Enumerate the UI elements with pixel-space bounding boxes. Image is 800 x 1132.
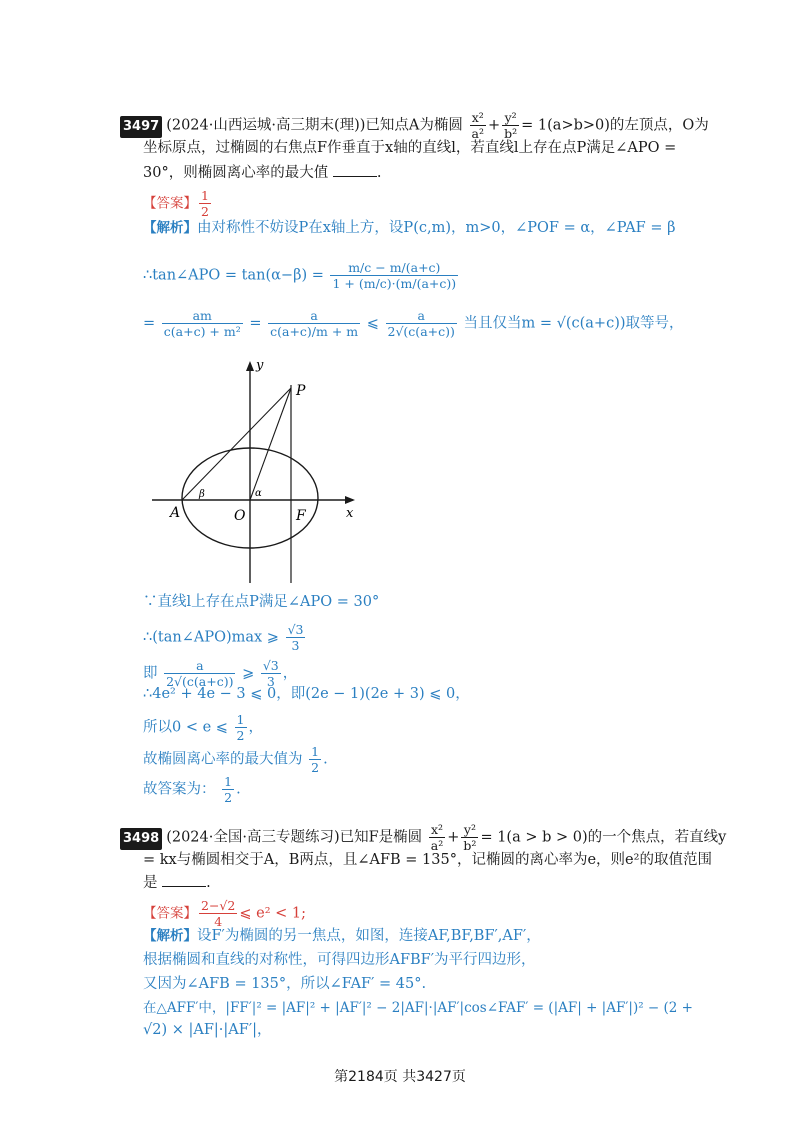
tan-fraction: $\frac{m/c - m/(a+c)}{1 + (m/c)\cdot(m/(a+c))}$	[332, 260, 457, 291]
analysis-3497-line3: = $\frac{am}{\text{c(a+c) + m²}}$ = $\frac{a}{c(a+c)/m + m}$ ⩽ $\frac{a}{2√(c(a+c))}$ 当且仅当m = √(c(a+c))取等号，	[143, 308, 684, 339]
step-5: 所以0 < e ⩽ $\frac{1}{2}$ ，	[143, 712, 263, 743]
label-x: x	[346, 506, 354, 521]
label-P: P	[296, 383, 306, 399]
analysis-3498-line1: 【解析】设F′为椭圆的另一焦点，如图，连接AF,BF,BF′,AF′，	[143, 928, 541, 944]
analysis-3498-line4: 在△AFF′中，|FF′|² = |AF|² + |AF′|² − 2|AF|·|AF′|cos∠FAF′ = (|AF| + |AF′|)² − (2 +	[143, 1000, 693, 1016]
label-F: F	[296, 508, 306, 524]
analysis-3498-line5: √2) × |AF|·|AF′|，	[143, 1022, 272, 1038]
step-4: ∴4e² + 4e − 3 ⩽ 0，即(2e − 1)(2e + 3) ⩽ 0，	[143, 686, 470, 702]
fraction-bound: $\frac{a}{2√(c(a+c))}$	[387, 308, 455, 339]
label-A: A	[170, 505, 181, 521]
step-1: ∵直线l上存在点P满足∠APO = 30°	[143, 594, 380, 610]
step-2: ∴(tan∠APO)max ⩾ $\frac{√3}{3}$	[143, 622, 304, 653]
page-footer: 第2184页 共3427页	[334, 1069, 466, 1085]
answer-3498: 【答案】 $\frac{2-√2}{4}$ ⩽ e² < 1;	[143, 898, 306, 929]
fraction-y2-b2: $\frac{\text{y²}}{\text{b²}}$	[504, 110, 518, 141]
analysis-3497-line2: ∴tan∠APO = tan(α−β) = $\frac{m/c - m/(a+c)}{1 + (m/c)\cdot(m/(a+c))}$	[143, 260, 457, 291]
analysis-3497-line1: 【解析】由对称性不妨设P在x轴上方，设P(c,m)，m>0，∠POF = α，∠PAF = β	[143, 220, 676, 236]
fraction-a-over: $\frac{a}{c(a+c)/m + m}$	[270, 308, 359, 339]
label-O: O	[234, 508, 246, 524]
y-axis-arrow	[246, 361, 254, 371]
step-6: 故椭圆离心率的最大值为 $\frac{1}{2}$ .	[143, 744, 328, 775]
answer-blank	[162, 872, 206, 887]
ellipse-figure	[148, 355, 368, 587]
label-alpha: α	[255, 488, 262, 499]
problem-3497-line1: 3497 (2024·山西运城·高三期末(理))已知点A为椭圆 $\frac{\text{x²}}{\text{a²}}$ + $\frac{\text{y²}}{\text{b²}}$ = 1(a>b>0)的左顶点，O为	[120, 110, 709, 141]
problem-3497-line2: 坐标原点，过椭圆的右焦点F作垂直于x轴的直线l，若直线l上存在点P满足∠APO =	[143, 140, 677, 156]
x-axis-arrow	[345, 496, 355, 504]
analysis-3498-line3: 又因为∠AFB = 135°，所以∠FAF′ = 45°.	[143, 976, 427, 992]
answer-blank	[333, 162, 377, 177]
answer-3497: 【答案】 $\frac{1}{2}$	[143, 188, 209, 219]
segment-OP	[250, 388, 291, 500]
problem-number-badge: 3498	[120, 828, 162, 850]
problem-3497-line3: 30°，则椭圆离心率的最大值 .	[143, 162, 381, 183]
problem-number-badge: 3497	[120, 116, 162, 138]
label-y: y	[256, 358, 264, 373]
analysis-3498-line2: 根据椭圆和直线的对称性，可得四边形AFBF′为平行四边形，	[143, 952, 536, 968]
label-beta: β	[199, 489, 205, 500]
answer-fraction: $\frac{1}{2}$	[201, 188, 209, 219]
problem-3498-line3: 是 .	[143, 872, 211, 893]
problem-3498-line1: 3498 (2024·全国·高三专题练习)已知F是椭圆 $\frac{\text{x²}}{\text{a²}}$ + $\frac{\text{y²}}{\text{b²}}$ = 1(a > b > 0)的一个焦点，若直线y	[120, 822, 726, 853]
segment-AP	[182, 388, 291, 500]
step-3: 即 $\frac{a}{2√(c(a+c))}$ ⩾ $\frac{√3}{3}$ ，	[143, 658, 298, 689]
problem-3498-line2: = kx与椭圆相交于A，B两点，且∠AFB = 135°，记椭圆的离心率为e，则e²的取值范围	[143, 852, 712, 868]
step-7: 故答案为： $\frac{1}{2}$ .	[143, 774, 241, 805]
fraction-am: $\frac{am}{\text{c(a+c) + m²}}$	[163, 308, 241, 339]
fraction-x2-a2: $\frac{\text{x²}}{\text{a²}}$	[471, 110, 484, 141]
